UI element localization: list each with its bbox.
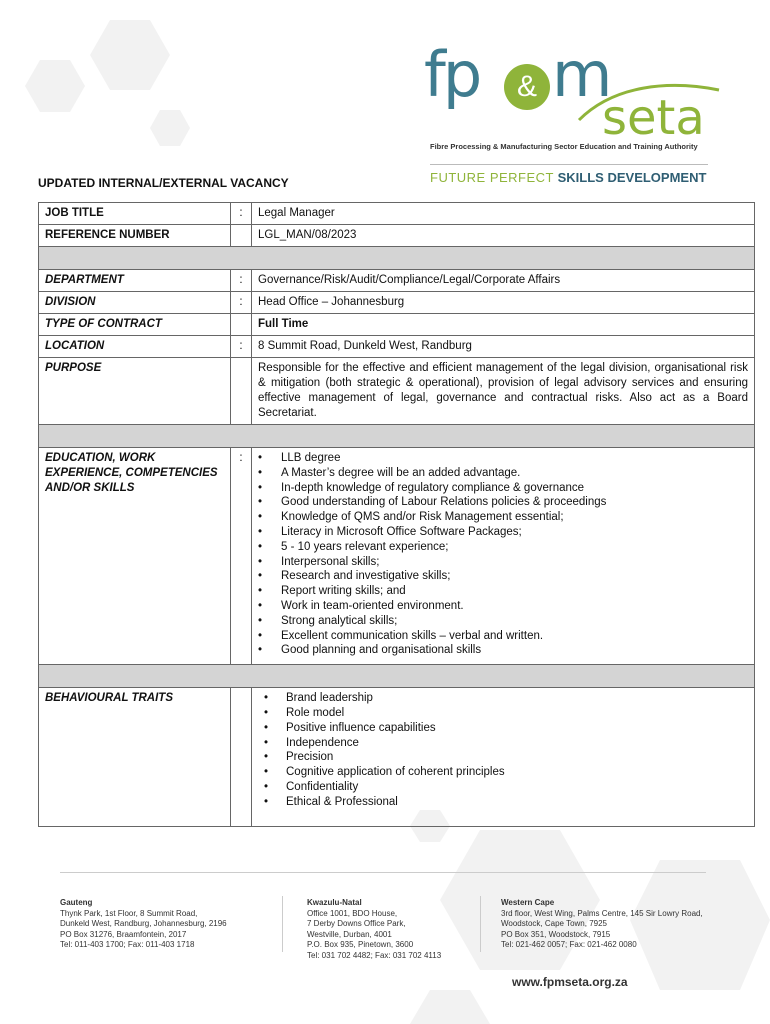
value-job-title: Legal Manager (252, 203, 755, 225)
colon-empty (231, 314, 252, 336)
list-item: • Brand leadership (256, 691, 750, 706)
row-education (39, 448, 755, 665)
section-separator (39, 425, 755, 448)
address-gauteng (60, 898, 227, 951)
label-contract-type: TYPE OF CONTRACT (39, 314, 231, 336)
address-western-cape (501, 898, 703, 951)
value-location: 8 Summit Road, Dunkeld West, Randburg (252, 336, 755, 358)
label-purpose: PURPOSE (39, 358, 231, 425)
tagline-skills-development: SKILLS DEVELOPMENT (557, 170, 707, 185)
list-item: • Research and investigative skills; (256, 569, 750, 584)
address-kwazulu-natal (307, 898, 441, 961)
label-reference-number: REFERENCE NUMBER (39, 225, 231, 247)
logo-fp: fp (424, 38, 480, 111)
address-line: Woodstock, Cape Town, 7925 (501, 919, 607, 928)
address-line: Westville, Durban, 4001 (307, 929, 392, 939)
tagline-future-perfect: FUTURE PERFECT (430, 170, 554, 185)
logo-m: m (552, 38, 610, 111)
colon-empty (231, 688, 252, 827)
list-item: • Interpersonal skills; (256, 555, 750, 570)
label-education: EDUCATION, WORK EXPERIENCE, COMPETENCIES AND/OR SKILLS (39, 448, 231, 665)
list-item: • Work in team-oriented environment. (256, 599, 750, 614)
label-job-title: JOB TITLE (39, 203, 231, 225)
list-item: • 5 - 10 years relevant experience; (256, 540, 750, 555)
colon: : (231, 448, 252, 665)
colon: : (231, 270, 252, 292)
list-item: • In-depth knowledge of regulatory compliance & governance (256, 481, 750, 496)
row-division (39, 292, 755, 314)
value-contract-type: Full Time (252, 314, 755, 336)
row-job-title (39, 203, 755, 225)
list-item: • Literacy in Microsoft Office Software Packages; (256, 525, 750, 540)
address-region: Kwazulu-Natal (307, 898, 362, 907)
footer-divider (60, 872, 706, 873)
list-item: • Positive influence capabilities (256, 721, 750, 736)
address-region: Gauteng (60, 898, 93, 907)
logo-full-name: Fibre Processing & Manufacturing Sector Education and Training Authority (430, 142, 698, 151)
row-department (39, 270, 755, 292)
list-item: • Precision (256, 750, 750, 765)
label-location: LOCATION (39, 336, 231, 358)
list-item: • Good planning and organisational skills (256, 643, 750, 658)
colon: : (231, 292, 252, 314)
footer-separator (282, 896, 283, 952)
logo-divider (430, 164, 708, 165)
list-item: • Role model (256, 706, 750, 721)
section-separator (39, 247, 755, 270)
list-item: • Independence (256, 736, 750, 751)
address-line: Tel: 031 702 4482; Fax: 031 702 4113 (307, 950, 442, 960)
row-reference-number (39, 225, 755, 247)
list-item: • Excellent communication skills – verbal and written. (256, 629, 750, 644)
address-line: 7 Derby Downs Office Park, (307, 919, 406, 928)
colon: : (231, 203, 252, 225)
list-item: • Ethical & Professional (256, 795, 750, 810)
value-reference-number: LGL_MAN/08/2023 (252, 225, 755, 247)
row-purpose (39, 358, 755, 425)
logo-ampersand: & (504, 64, 550, 110)
address-line: 3rd floor, West Wing, Palms Centre, 145 Sir Lowry Road, (501, 908, 703, 918)
website-link[interactable]: www.fpmseta.org.za (512, 975, 628, 989)
vacancy-heading: UPDATED INTERNAL/EXTERNAL VACANCY (38, 176, 289, 190)
vacancy-table (38, 202, 755, 827)
address-line: Thynk Park, 1st Floor, 8 Summit Road, (60, 908, 198, 918)
logo-tagline (430, 170, 706, 185)
list-item: • Knowledge of QMS and/or Risk Management essential; (256, 510, 750, 525)
label-department: DEPARTMENT (39, 270, 231, 292)
address-region: Western Cape (501, 898, 555, 907)
address-line: Tel: 021-462 0057; Fax: 021-462 0080 (501, 940, 637, 949)
label-behavioural-traits: BEHAVIOURAL TRAITS (39, 688, 231, 827)
fpmseta-logo (424, 40, 724, 190)
value-purpose: Responsible for the effective and efficient management of the legal division, organisational risk & mitigation (both strategic & operational), provision of legal advisory services and ensuring effective management of legal, governance and contractual risks. Also act as a Board Secretariat. (252, 358, 755, 425)
colon-empty (231, 358, 252, 425)
label-division: DIVISION (39, 292, 231, 314)
row-behavioural-traits (39, 688, 755, 827)
colon: : (231, 336, 252, 358)
list-item: • Cognitive application of coherent principles (256, 765, 750, 780)
list-item: • Confidentiality (256, 780, 750, 795)
logo-seta: seta (602, 90, 705, 146)
row-location (39, 336, 755, 358)
address-line: PO Box 351, Woodstock, 7915 (501, 929, 611, 939)
address-line: PO Box 31276, Braamfontein, 2017 (60, 929, 187, 939)
traits-list (256, 691, 750, 809)
address-line: Tel: 011-403 1700; Fax: 011-403 1718 (60, 940, 195, 949)
list-item: • Report writing skills; and (256, 584, 750, 599)
colon-empty (231, 225, 252, 247)
list-item: • Good understanding of Labour Relations policies & proceedings (256, 495, 750, 510)
row-contract-type (39, 314, 755, 336)
value-department: Governance/Risk/Audit/Compliance/Legal/Corporate Affairs (252, 270, 755, 292)
address-line: P.O. Box 935, Pinetown, 3600 (307, 940, 414, 949)
list-item: • A Master’s degree will be an added advantage. (256, 466, 750, 481)
section-separator (39, 665, 755, 688)
address-line: Dunkeld West, Randburg, Johannesburg, 2196 (60, 919, 227, 928)
list-item: • Strong analytical skills; (256, 614, 750, 629)
list-item: • LLB degree (256, 451, 750, 466)
footer-separator (480, 896, 481, 952)
education-list (256, 451, 750, 658)
address-line: Office 1001, BDO House, (307, 908, 398, 918)
value-division: Head Office – Johannesburg (252, 292, 755, 314)
